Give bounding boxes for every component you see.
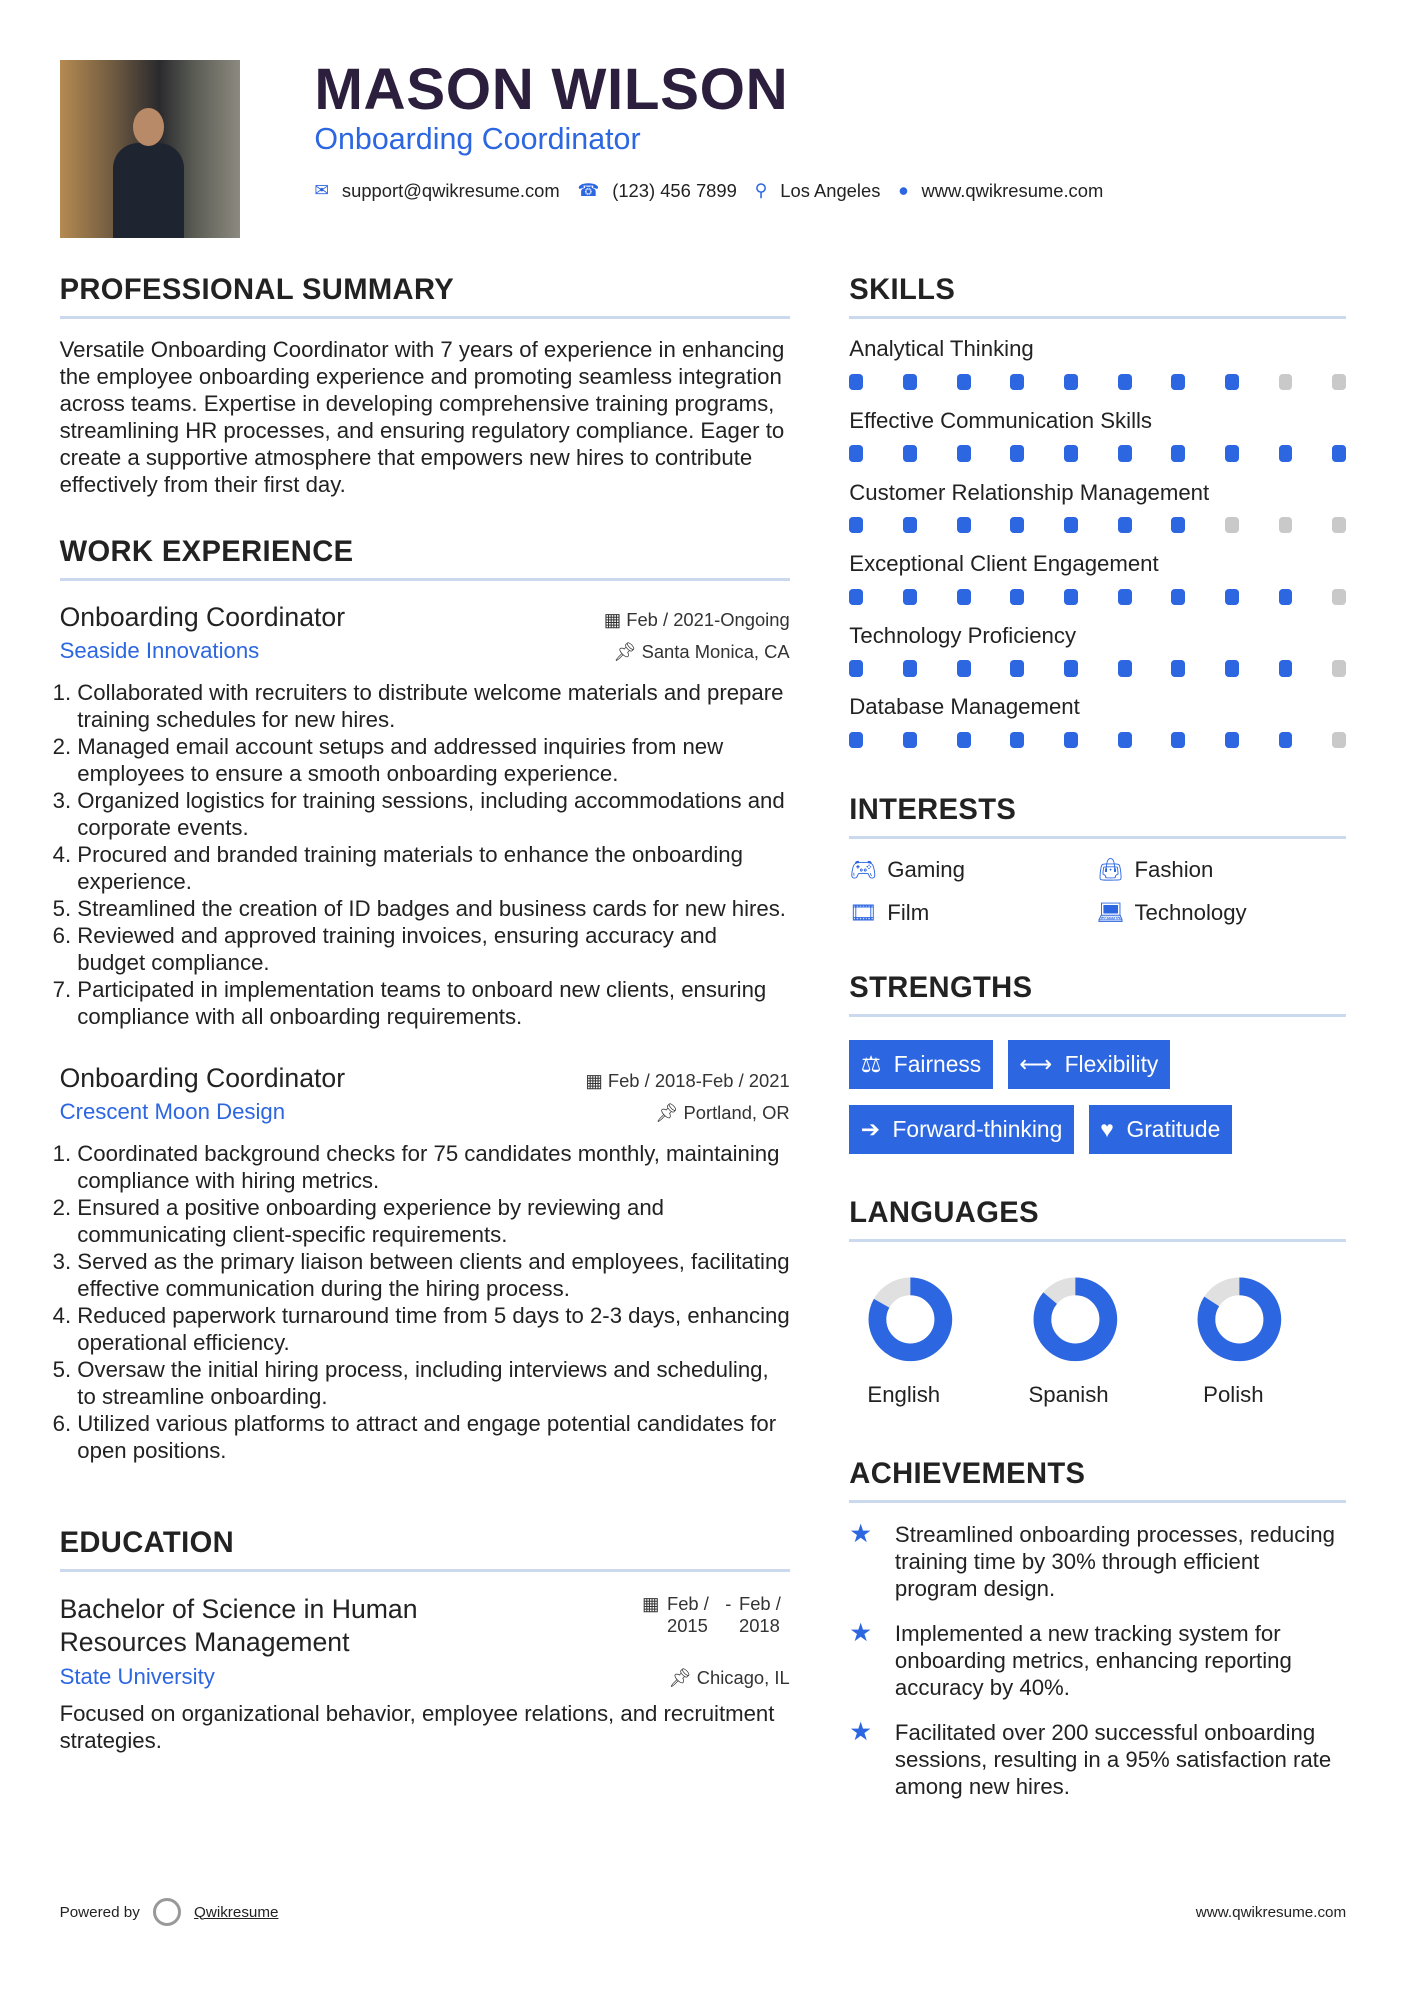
qwikresume-link[interactable]: Qwikresume — [194, 1903, 279, 1921]
section-title-achievements: ACHIEVEMENTS — [849, 1458, 1346, 1503]
achievement-text: Implemented a new tracking system for onboarding metrics, enhancing reporting accuracy by 40%. — [894, 1620, 1292, 1700]
pin-icon: 📌︎ — [668, 1666, 697, 1688]
job-bullet: 2. Ensured a positive onboarding experience by reviewing and communicating client-specific requirements. — [77, 1194, 789, 1248]
section-title-summary: PROFESSIONAL SUMMARY — [60, 274, 790, 319]
skill-label: Technology Proficiency — [849, 622, 1077, 648]
interest-label: Fashion — [1134, 856, 1214, 882]
achievement-text: Streamlined onboarding processes, reducing training time by 30% through efficient program design. — [894, 1522, 1335, 1602]
job-bullet: 3. Served as the primary liaison between clients and employees, facilitating effective communication during the hiring process. — [77, 1248, 789, 1302]
rating-dot — [1279, 589, 1293, 605]
job-title: Onboarding Coordinator — [59, 601, 346, 632]
skill-rating — [849, 589, 1346, 605]
star-icon: ★ — [849, 1717, 873, 1746]
skill-item — [849, 623, 1346, 677]
achievement-text: Facilitated over 200 successful onboarding sessions, resulting in a 95% satisfaction rate among new hires. — [894, 1719, 1332, 1799]
pin-icon: 📌︎ — [613, 640, 642, 662]
candidate-role: Onboarding Coordinator — [314, 121, 641, 156]
language-donut — [1195, 1275, 1284, 1364]
phone: (123) 456 7899 — [612, 179, 737, 201]
rating-dot — [1010, 374, 1024, 390]
rating-dot — [1118, 517, 1132, 533]
job-bullet: 1. Coordinated background checks for 75 candidates monthly, maintaining compliance with hiring metrics. — [77, 1140, 789, 1194]
candidate-name: MASON WILSON — [314, 56, 789, 122]
rating-dot — [957, 589, 971, 605]
rating-dot — [903, 445, 917, 461]
job-dates: Feb / 2018-Feb / 2021 — [607, 1069, 790, 1091]
rating-dot — [1118, 660, 1132, 676]
strength-tag — [849, 1040, 992, 1090]
summary-text: Versatile Onboarding Coordinator with 7 years of experience in enhancing the employee onboarding experience and promoting seamless integration across teams. Expertise in developing comprehensive training programs, streamlining HR processes, and ensuring regulatory compliance. Eager to create a supportive atmosphere that empowers new hires to contribute effectively from their first day. — [59, 337, 785, 498]
rating-dot — [1332, 732, 1346, 748]
skill-rating — [849, 660, 1346, 676]
footer-powered — [60, 1898, 279, 1927]
qwikresume-logo-icon — [153, 1898, 182, 1927]
shopping-bag-icon: 👜︎ — [1096, 856, 1125, 882]
job-bullet: 7. Participated in implementation teams to onboard new clients, ensuring compliance with all onboarding requirements. — [77, 976, 789, 1030]
skill-rating — [849, 374, 1346, 390]
rating-dot — [1118, 732, 1132, 748]
website[interactable]: www.qwikresume.com — [921, 179, 1104, 201]
rating-dot — [1010, 589, 1024, 605]
skill-label: Effective Communication Skills — [849, 408, 1153, 433]
rating-dot — [957, 445, 971, 461]
rating-dot — [1171, 732, 1185, 748]
job-dates: Feb / 2021-Ongoing — [626, 608, 790, 630]
rating-dot — [1171, 445, 1185, 461]
company: Seaside Innovations — [59, 637, 260, 663]
rating-dot — [1010, 445, 1024, 461]
rating-dot — [1118, 374, 1132, 390]
rating-dot — [1064, 589, 1078, 605]
section-title-experience: WORK EXPERIENCE — [60, 536, 790, 581]
strength-label: Flexibility — [1064, 1050, 1159, 1077]
degree: Bachelor of Science in Human Resources Management — [59, 1593, 418, 1657]
strength-tag — [1089, 1105, 1232, 1155]
gamepad-icon: 🎮︎ — [849, 856, 878, 882]
rating-dot — [1332, 589, 1346, 605]
rating-dot — [1010, 517, 1024, 533]
section-title-languages: LANGUAGES — [849, 1197, 1346, 1242]
location: Los Angeles — [780, 179, 881, 201]
rating-dot — [1064, 660, 1078, 676]
rating-dot — [1171, 517, 1185, 533]
rating-dot — [1171, 374, 1185, 390]
company: Crescent Moon Design — [59, 1098, 286, 1124]
skill-rating — [849, 732, 1346, 748]
rating-dot — [1118, 445, 1132, 461]
language-label: English — [867, 1381, 941, 1407]
job-bullet: 6. Reviewed and approved training invoices, ensuring accuracy and budget compliance. — [77, 922, 789, 976]
skill-item — [849, 408, 1346, 462]
job-location: Portland, OR — [683, 1101, 790, 1123]
right-column — [849, 274, 1346, 1800]
rating-dot — [1225, 445, 1239, 461]
film-icon: 🎞︎ — [849, 900, 878, 926]
calendar-icon: ▦ — [603, 608, 627, 630]
heart-icon: ♥ — [1100, 1115, 1114, 1142]
skill-rating — [849, 517, 1346, 533]
strength-label: Fairness — [893, 1050, 982, 1077]
interest-label: Film — [887, 900, 930, 926]
interest-item — [1096, 857, 1343, 883]
skill-item — [849, 694, 1346, 748]
language-item — [821, 1275, 986, 1407]
interest-item — [849, 900, 1096, 926]
job-bullet: 1. Collaborated with recruiters to distribute welcome materials and prepare training schedules for new hires. — [77, 679, 789, 733]
rating-dot — [1279, 445, 1293, 461]
rating-dot — [1279, 374, 1293, 390]
interest-label: Gaming — [887, 856, 965, 882]
map-marker-icon: ⚲ — [754, 180, 768, 201]
language-donut — [866, 1275, 955, 1364]
star-icon: ★ — [849, 1520, 873, 1549]
rating-dot — [849, 374, 863, 390]
rating-dot — [1225, 660, 1239, 676]
rating-dot — [957, 732, 971, 748]
job-title: Onboarding Coordinator — [59, 1062, 346, 1093]
job-bullet: 5. Oversaw the initial hiring process, including interviews and scheduling, to streamline onboarding. — [77, 1356, 789, 1410]
rating-dot — [1118, 589, 1132, 605]
pin-icon: 📌︎ — [655, 1101, 684, 1123]
section-title-skills: SKILLS — [849, 274, 1346, 319]
left-column — [60, 274, 790, 1754]
language-item — [986, 1275, 1151, 1407]
rating-dot — [903, 589, 917, 605]
rating-dot — [849, 732, 863, 748]
rating-dot — [903, 517, 917, 533]
arrow-right-icon: ➔ — [860, 1115, 880, 1142]
rating-dot — [1225, 374, 1239, 390]
rating-dot — [849, 589, 863, 605]
skill-label: Exceptional Client Engagement — [849, 551, 1159, 577]
rating-dot — [1064, 732, 1078, 748]
rating-dot — [1225, 517, 1239, 533]
email[interactable]: support@qwikresume.com — [341, 179, 560, 201]
achievement-item — [849, 1620, 1346, 1701]
phone-icon: ☎ — [577, 180, 600, 201]
rating-dot — [1332, 660, 1346, 676]
job-entry — [60, 602, 790, 1030]
rating-dot — [1279, 732, 1293, 748]
interest-label: Technology — [1134, 900, 1247, 926]
job-bullet: 3. Organized logistics for training sessions, including accommodations and corporate events. — [77, 787, 789, 841]
strength-label: Gratitude — [1126, 1115, 1221, 1142]
skill-item — [849, 551, 1346, 605]
rating-dot — [903, 732, 917, 748]
edu-start: Feb / 2015 — [666, 1592, 709, 1636]
rating-dot — [1225, 732, 1239, 748]
balance-scale-icon: ⚖ — [860, 1050, 882, 1077]
interest-item — [1096, 900, 1343, 926]
language-label: Polish — [1203, 1381, 1264, 1407]
profile-photo — [60, 60, 240, 239]
rating-dot — [1064, 517, 1078, 533]
contact-bar — [314, 180, 1103, 202]
job-bullet: 5. Streamlined the creation of ID badges and business cards for new hires. — [77, 895, 789, 922]
strength-tag — [1008, 1040, 1170, 1090]
rating-dot — [1171, 589, 1185, 605]
section-title-strengths: STRENGTHS — [849, 972, 1346, 1017]
education-header: Bachelor of Science in Human Resources Management ▦ Feb / 2015 - Feb / 2018 — [60, 1593, 790, 1659]
arrows-h-icon: ⟷ — [1019, 1050, 1052, 1077]
achievement-item — [849, 1719, 1346, 1800]
job-bullet: 4. Procured and branded training materials to enhance the onboarding experience. — [77, 841, 789, 895]
rating-dot — [1171, 660, 1185, 676]
edu-end: Feb / 2018 — [738, 1592, 781, 1636]
strength-tag — [849, 1105, 1073, 1155]
skill-label: Database Management — [849, 694, 1080, 720]
calendar-icon: ▦ — [642, 1592, 660, 1614]
job-entry — [60, 1063, 790, 1464]
rating-dot — [849, 660, 863, 676]
rating-dot — [957, 660, 971, 676]
rating-dot — [1279, 660, 1293, 676]
school: State University — [59, 1663, 215, 1689]
rating-dot — [1332, 517, 1346, 533]
job-bullet: 2. Managed email account setups and addressed inquiries from new employees to ensure a smooth onboarding experience. — [77, 733, 789, 787]
rating-dot — [1064, 374, 1078, 390]
rating-dot — [903, 660, 917, 676]
rating-dot — [1225, 589, 1239, 605]
job-bullet: 4. Reduced paperwork turnaround time from 5 days to 2-3 days, enhancing operational efficiency. — [77, 1302, 789, 1356]
language-label: Spanish — [1028, 1381, 1109, 1407]
rating-dot — [1010, 732, 1024, 748]
achievement-item — [849, 1521, 1346, 1602]
rating-dot — [1332, 445, 1346, 461]
language-donut — [1031, 1275, 1120, 1364]
language-item — [1151, 1275, 1316, 1407]
rating-dot — [1332, 374, 1346, 390]
star-icon: ★ — [849, 1618, 873, 1647]
section-title-education: EDUCATION — [60, 1527, 790, 1572]
calendar-icon: ▦ — [585, 1069, 608, 1091]
education-text: Focused on organizational behavior, employee relations, and recruitment strategies. — [59, 1700, 775, 1753]
globe-icon: ● — [898, 180, 909, 201]
rating-dot — [1279, 517, 1293, 533]
laptop-icon: 💻︎ — [1096, 900, 1125, 926]
interest-item — [849, 857, 1096, 883]
section-title-interests: INTERESTS — [849, 794, 1346, 839]
job-bullet: 6. Utilized various platforms to attract and engage potential candidates for open positions. — [77, 1410, 789, 1464]
rating-dot — [1010, 660, 1024, 676]
skill-item — [849, 480, 1346, 534]
strength-label: Forward-thinking — [892, 1115, 1063, 1142]
job-location: Santa Monica, CA — [641, 640, 790, 662]
rating-dot — [849, 517, 863, 533]
rating-dot — [1064, 445, 1078, 461]
rating-dot — [957, 374, 971, 390]
footer-site[interactable]: www.qwikresume.com — [1195, 1903, 1347, 1921]
skill-label: Analytical Thinking — [849, 336, 1034, 362]
rating-dot — [903, 374, 917, 390]
powered-by-label: Powered by — [59, 1903, 140, 1921]
rating-dot — [849, 445, 863, 461]
rating-dot — [957, 517, 971, 533]
edu-location: Chicago, IL — [696, 1666, 790, 1688]
skill-label: Customer Relationship Management — [849, 479, 1210, 505]
skill-rating — [849, 445, 1346, 461]
envelope-icon: ✉ — [314, 180, 330, 201]
skill-item — [849, 336, 1346, 390]
